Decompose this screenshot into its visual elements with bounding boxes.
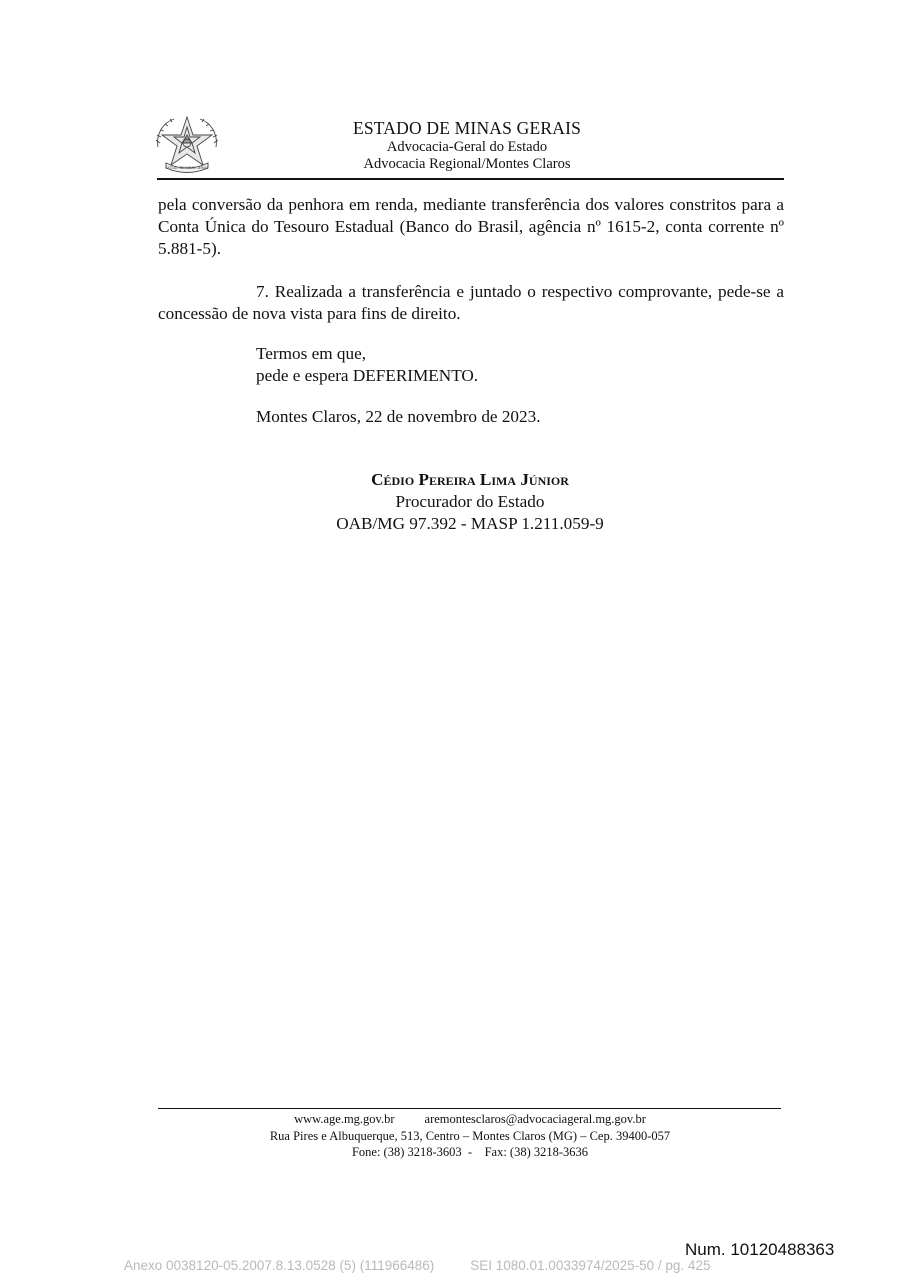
footer-website: www.age.mg.gov.br	[294, 1112, 395, 1126]
signer-registration: OAB/MG 97.392 - MASP 1.211.059-9	[336, 514, 604, 533]
agency-name: Advocacia-Geral do Estado	[386, 139, 548, 155]
closing-line-2: pede e espera DEFERIMENTO.	[256, 366, 479, 385]
footer-contacts	[158, 1111, 782, 1128]
closing-line-1: Termos em que,	[256, 344, 367, 363]
state-name: ESTADO DE MINAS GERAIS	[352, 118, 582, 138]
annex-reference: Anexo 0038120-05.2007.8.13.0528 (5) (111966486)	[124, 1258, 435, 1273]
sei-reference: SEI 1080.01.0033974/2025-50 / pg. 425	[470, 1258, 711, 1273]
signer-name: Cédio Pereira Lima Júnior	[371, 470, 569, 489]
document-number: Num. 10120488363	[685, 1240, 835, 1259]
page-stamp	[124, 1258, 710, 1273]
signer-title: Procurador do Estado	[395, 492, 545, 511]
signature-block	[270, 469, 670, 535]
letterhead	[320, 118, 614, 174]
footer-email: aremontesclaros@advocaciageral.mg.gov.br	[424, 1112, 646, 1126]
footer-phones: Fone: (38) 3218-3603 - Fax: (38) 3218-3636	[351, 1145, 589, 1159]
header-divider	[157, 178, 784, 180]
date-line: Montes Claros, 22 de novembro de 2023.	[256, 407, 541, 426]
paragraph-conversion: pela conversão da penhora em renda, mediante transferência dos valores constritos para a Conta Única do Tesouro Estadual (Banco do Brasil, agência nº 1615-2, conta corrente nº 5.881-5).	[158, 195, 784, 258]
regional-office: Advocacia Regional/Montes Claros	[363, 156, 571, 173]
footer-address: Rua Pires e Albuquerque, 513, Centro – Montes Claros (MG) – Cep. 39400-057	[269, 1128, 671, 1143]
footer-divider	[158, 1108, 781, 1109]
closing	[256, 343, 478, 387]
seal-text: ESTADO DE MINAS GERAIS	[165, 166, 209, 170]
paragraph-7: 7. Realizada a transferência e juntado o respectivo comprovante, pede-se a concessão de nova vista para fins de direito.	[158, 282, 784, 323]
state-coat-of-arms-icon	[152, 113, 222, 177]
footer	[158, 1111, 782, 1161]
